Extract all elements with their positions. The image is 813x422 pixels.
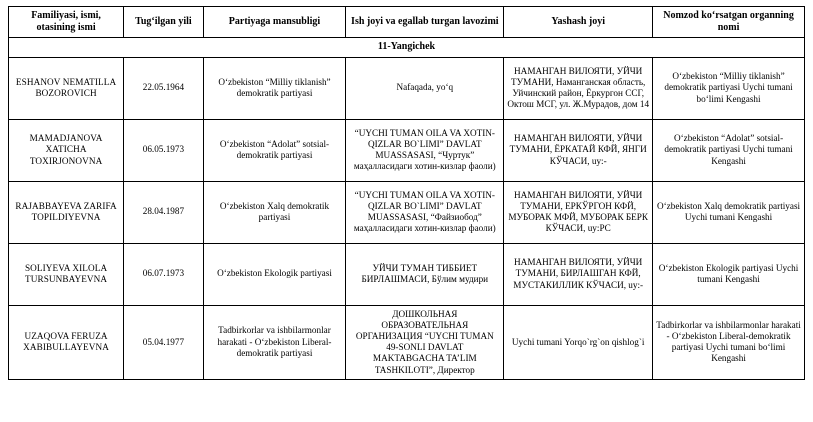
candidate-party: Tadbirkorlar va ishbilarmonlar harakati - O‘zbekiston Liberal-demokratik partiyasi xyxy=(203,305,346,379)
table-row xyxy=(9,305,805,379)
candidate-name: ESHANOV NEMATILLA BOZOROVICH xyxy=(9,57,124,119)
candidate-nominator: O‘zbekiston Ekologik partiyasi Uychi tumani Kengashi xyxy=(653,243,805,305)
candidate-workplace: “UYCHI TUMAN OILA VA XOTIN-QIZLAR BO`LIMI” DAVLAT MUASSASASI, “Файзиобод” маҳалласидаги хотин-кизлар фаоли) xyxy=(346,181,504,243)
candidate-birth-year: 22.05.1964 xyxy=(124,57,203,119)
header-row xyxy=(9,7,805,38)
candidate-residence: НАМАНГАН ВИЛОЯТИ, УЙЧИ ТУМАНИ, БИРЛАШГАН КФЙ, МУСТАКИЛЛИК КЎЧАСИ, uy:- xyxy=(504,243,653,305)
candidate-birth-year: 06.05.1973 xyxy=(124,119,203,181)
table-row xyxy=(9,243,805,305)
candidate-nominator: Tadbirkorlar va ishbilarmonlar harakati - O‘zbekiston Liberal-demokratik partiyasi Uychi tumani bo‘limi Kengashi xyxy=(653,305,805,379)
table-body xyxy=(9,38,805,380)
candidate-workplace: Nafaqada, yo‘q xyxy=(346,57,504,119)
candidate-birth-year: 05.04.1977 xyxy=(124,305,203,379)
section-header-row xyxy=(9,38,805,57)
section-title: 11-Yangichek xyxy=(9,38,805,57)
candidates-table xyxy=(8,6,805,380)
candidate-name: RAJABBAYEVA ZARIFA TOPILDIYEVNA xyxy=(9,181,124,243)
candidate-workplace: УЙЧИ ТУМАН ТИББИЕТ БИРЛАШМАСИ, Бўлим мудири xyxy=(346,243,504,305)
candidate-residence: Uychi tumani Yorqo`rg`on qishlog`i xyxy=(504,305,653,379)
column-header-nominating-body: Nomzod ko‘rsatgan organning nomi xyxy=(653,7,805,38)
candidate-nominator: O‘zbekiston Xalq demokratik partiyasi Uychi tumani Kengashi xyxy=(653,181,805,243)
candidate-name: MAMADJANOVA XATICHA TOXIRJONOVNA xyxy=(9,119,124,181)
table-row xyxy=(9,181,805,243)
candidate-party: O‘zbekiston Ekologik partiyasi xyxy=(203,243,346,305)
candidate-nominator: O‘zbekiston “Adolat” sotsial-demokratik partiyasi Uychi tumani Kengashi xyxy=(653,119,805,181)
candidate-birth-year: 06.07.1973 xyxy=(124,243,203,305)
candidate-residence: НАМАНГАН ВИЛОЯТИ, УЙЧИ ТУМАНИ, Наманганская область, Уйчинский район, Ёркургон ССГ, Октош МСГ, ул. Ж.Мурадов, дом 14 xyxy=(504,57,653,119)
candidate-party: O‘zbekiston “Milliy tiklanish” demokratik partiyasi xyxy=(203,57,346,119)
candidate-party: O‘zbekiston “Adolat” sotsial-demokratik partiyasi xyxy=(203,119,346,181)
table-row xyxy=(9,57,805,119)
column-header-residence: Yashash joyi xyxy=(504,7,653,38)
candidate-party: O‘zbekiston Xalq demokratik partiyasi xyxy=(203,181,346,243)
candidate-name: UZAQOVA FERUZA XABIBULLAYEVNA xyxy=(9,305,124,379)
candidate-birth-year: 28.04.1987 xyxy=(124,181,203,243)
table-row xyxy=(9,119,805,181)
column-header-party: Partiyaga mansubligi xyxy=(203,7,346,38)
candidate-workplace: “UYCHI TUMAN OILA VA XOTIN-QIZLAR BO`LIMI” DAVLAT MUASSASASI, “Чуртук” маҳалласидаги хотин-кизлар фаоли) xyxy=(346,119,504,181)
column-header-name: Familiyasi, ismi, otasining ismi xyxy=(9,7,124,38)
candidate-workplace: ДОШКОЛЬНАЯ ОБРАЗОВАТЕЛЬНАЯ ОРГАНИЗАЦИЯ “UYCHI TUMAN 49-SONLI DAVLAT MAKTABGACHA TA’LIM TASHKILOTI”, Директор xyxy=(346,305,504,379)
column-header-birth-year: Tug‘ilgan yili xyxy=(124,7,203,38)
candidate-residence: НАМАНГАН ВИЛОЯТИ, УЙЧИ ТУМАНИ, ЕРКЎРГОН КФЙ, МУБОРАК МФЙ, МУБОРАК БЕРК КЎЧАСИ, uy:РС xyxy=(504,181,653,243)
candidate-name: SOLIYEVA XILOLA TURSUNBAYEVNA xyxy=(9,243,124,305)
table-header xyxy=(9,7,805,38)
candidate-nominator: O‘zbekiston “Milliy tiklanish” demokratik partiyasi Uychi tumani bo‘limi Kengashi xyxy=(653,57,805,119)
column-header-workplace: Ish joyi va egallab turgan lavozimi xyxy=(346,7,504,38)
candidate-residence: НАМАНГАН ВИЛОЯТИ, УЙЧИ ТУМАНИ, ЁРКАТАЙ КФЙ, ЯНГИ КЎЧАСИ, uy:- xyxy=(504,119,653,181)
